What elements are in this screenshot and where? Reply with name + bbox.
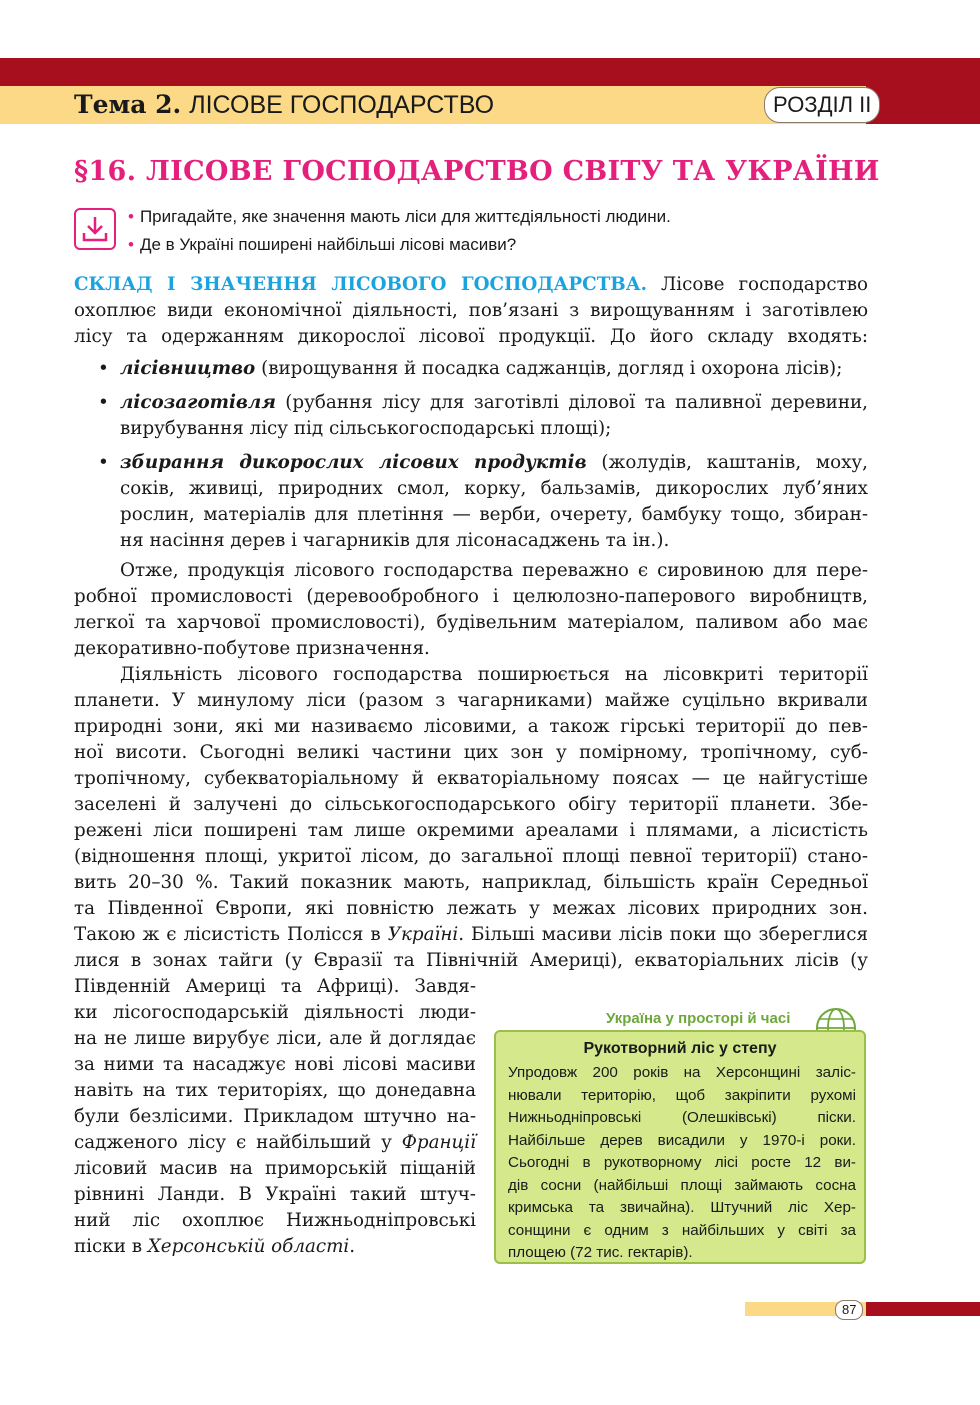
running-header xyxy=(0,86,980,124)
list-item: • лісівництво (вирощування й посадка саджанців, догляд і охорона лісів); xyxy=(98,358,843,379)
paragraph: Діяльність лісового господарства поширюється на лісовкриті території планети. У минулому ліси (разом з чагарниками) майже суцільно вкривали природні зони, які ми називаємо лісовими, а також гірські території до пев- ної висоти. Сьогодні великі частини цих зон у помірному, тропічному, суб- тропічному, субекваторіальному й екваторіальному поясах — це найгустіше заселені й залучені до сільськогосподарського обігу території планети. Збе- режені ліси поширені там лише окремими ареалами і плямами, а лісистість (відношення площі, укритої лісом, до загальної площі певної території) стано- вить 20–30 %. Такий показник мають, наприклад, більшість країн Середньої та Південної Європи, які повністю лежать у межах лісових природних зон. Такою ж є лісистість Полісся в Україні. Більші масиви лісів поки що збереглися лися в зонах тайги (у Євразії та Північній Америці), екваторіальних лісів (у Південній Америці та Африці). Завдя- ки лісогосподарській діяльності люди- на не лише вирубує ліси, але й доглядає за ними та насаджує нові лісові масиви навіть на тих територіях, що донедавна були безлісими. Прикладом штучно на- садженого лісу є найбільший у Франції лісовий масив на приморській піщаній рівнині Ланди. В Україні такий штуч- ний ліс охоплює Нижньодніпровські піски в Херсонській області. xyxy=(74,662,868,1260)
text-line: лісу та одержанням дикорослої лісової продукції. До його складу входять: xyxy=(74,326,868,347)
topic-heading xyxy=(74,90,494,120)
info-box-text: Упродовж 200 років на Херсонщині заліс- нювали територію, щоб закріпити рухомі Нижньодніпровські (Олешківські) піски. Найбільше дерев висадили у 1970-і роки. Сьогодні в рукотворному лісі росте 12 ви- дів сосни (найбільші площі займають сосна кримська та звичайна). Штучний ліс Хер- сонщини є одним з найбільших у світі за площею (72 тис. гектарів). xyxy=(508,1064,856,1261)
recall-question: • Де в Україні поширені найбільші лісові масиви? xyxy=(128,235,517,254)
term: лісівництво xyxy=(120,358,256,379)
paragraph: Отже, продукція лісового господарства переважно є сировиною для пере- робної промисловості (деревообробного і целюлозно-паперового виробництв, легкої та харчової промисловості), будівельним матеріалом, паливом або має декоративно-побутове призначення. xyxy=(74,560,868,659)
header-red-block xyxy=(866,86,980,124)
paragraph-title: §16. ЛІСОВЕ ГОСПОДАРСТВО СВІТУ ТА УКРАЇНИ xyxy=(74,156,880,187)
section-badge: РОЗДІЛ ІІ xyxy=(764,87,880,123)
term: лісозаготівля xyxy=(120,392,276,413)
info-box-title: Рукотворний ліс у степу xyxy=(583,1040,777,1057)
download-icon xyxy=(74,208,116,250)
text-line: СКЛАД І ЗНАЧЕННЯ ЛІСОВОГО ГОСПОДАРСТВА. Лісове господарство xyxy=(74,274,869,295)
sidebar-box-caption: Україна у просторі й часі xyxy=(606,1010,791,1027)
top-color-bar xyxy=(0,58,980,86)
page-number: 87 xyxy=(835,1300,863,1320)
narrow-column: Південній Америці та Африці). Завдя- ки лісогосподарській діяльності люди- на не лише вирубує ліси, але й доглядає за ними та насаджує нові лісові масиви навіть на тих територіях, що донедавна були безлісими. Прикладом штучно на- садженого лісу є найбільший у Франції лісовий масив на приморській піщаній рівнині Ланди. В Україні такий штуч- ний ліс охоплює Нижньодніпровські піски в Херсонській області. xyxy=(74,976,476,1257)
text-line: охоплює види економічної діяльності, пов’язані з вирощуванням і заготівлею xyxy=(74,300,868,321)
topic-label: Тема 2. xyxy=(74,90,182,119)
topic-title: ЛІСОВЕ ГОСПОДАРСТВО xyxy=(189,91,495,119)
footer-red-bar xyxy=(866,1302,980,1316)
list-item: • лісозаготівля (рубання лісу для заготівлі ділової та паливної деревини, вирубування лісу під сільськогосподарські площі); xyxy=(98,392,868,439)
recall-question: • Пригадайте, яке значення мають ліси для життєдіяльності людини. xyxy=(128,207,671,226)
list-item: • збирання дикорослих лісових продуктів (жолудів, каштанів, моху, соків, живиці, природних смол, корку, бальзамів, дикорослих луб’яних рослин, матеріалів для плетіння — верби, очерету, бамбуку тощо, збиран- ня насіння дерев і чагарників для лісонасаджень та ін.). xyxy=(98,452,868,551)
term: збирання дикорослих лісових продуктів xyxy=(120,452,587,473)
section-heading: СКЛАД І ЗНАЧЕННЯ ЛІСОВОГО ГОСПОДАРСТВА. xyxy=(74,274,648,295)
info-box xyxy=(494,1030,866,1264)
